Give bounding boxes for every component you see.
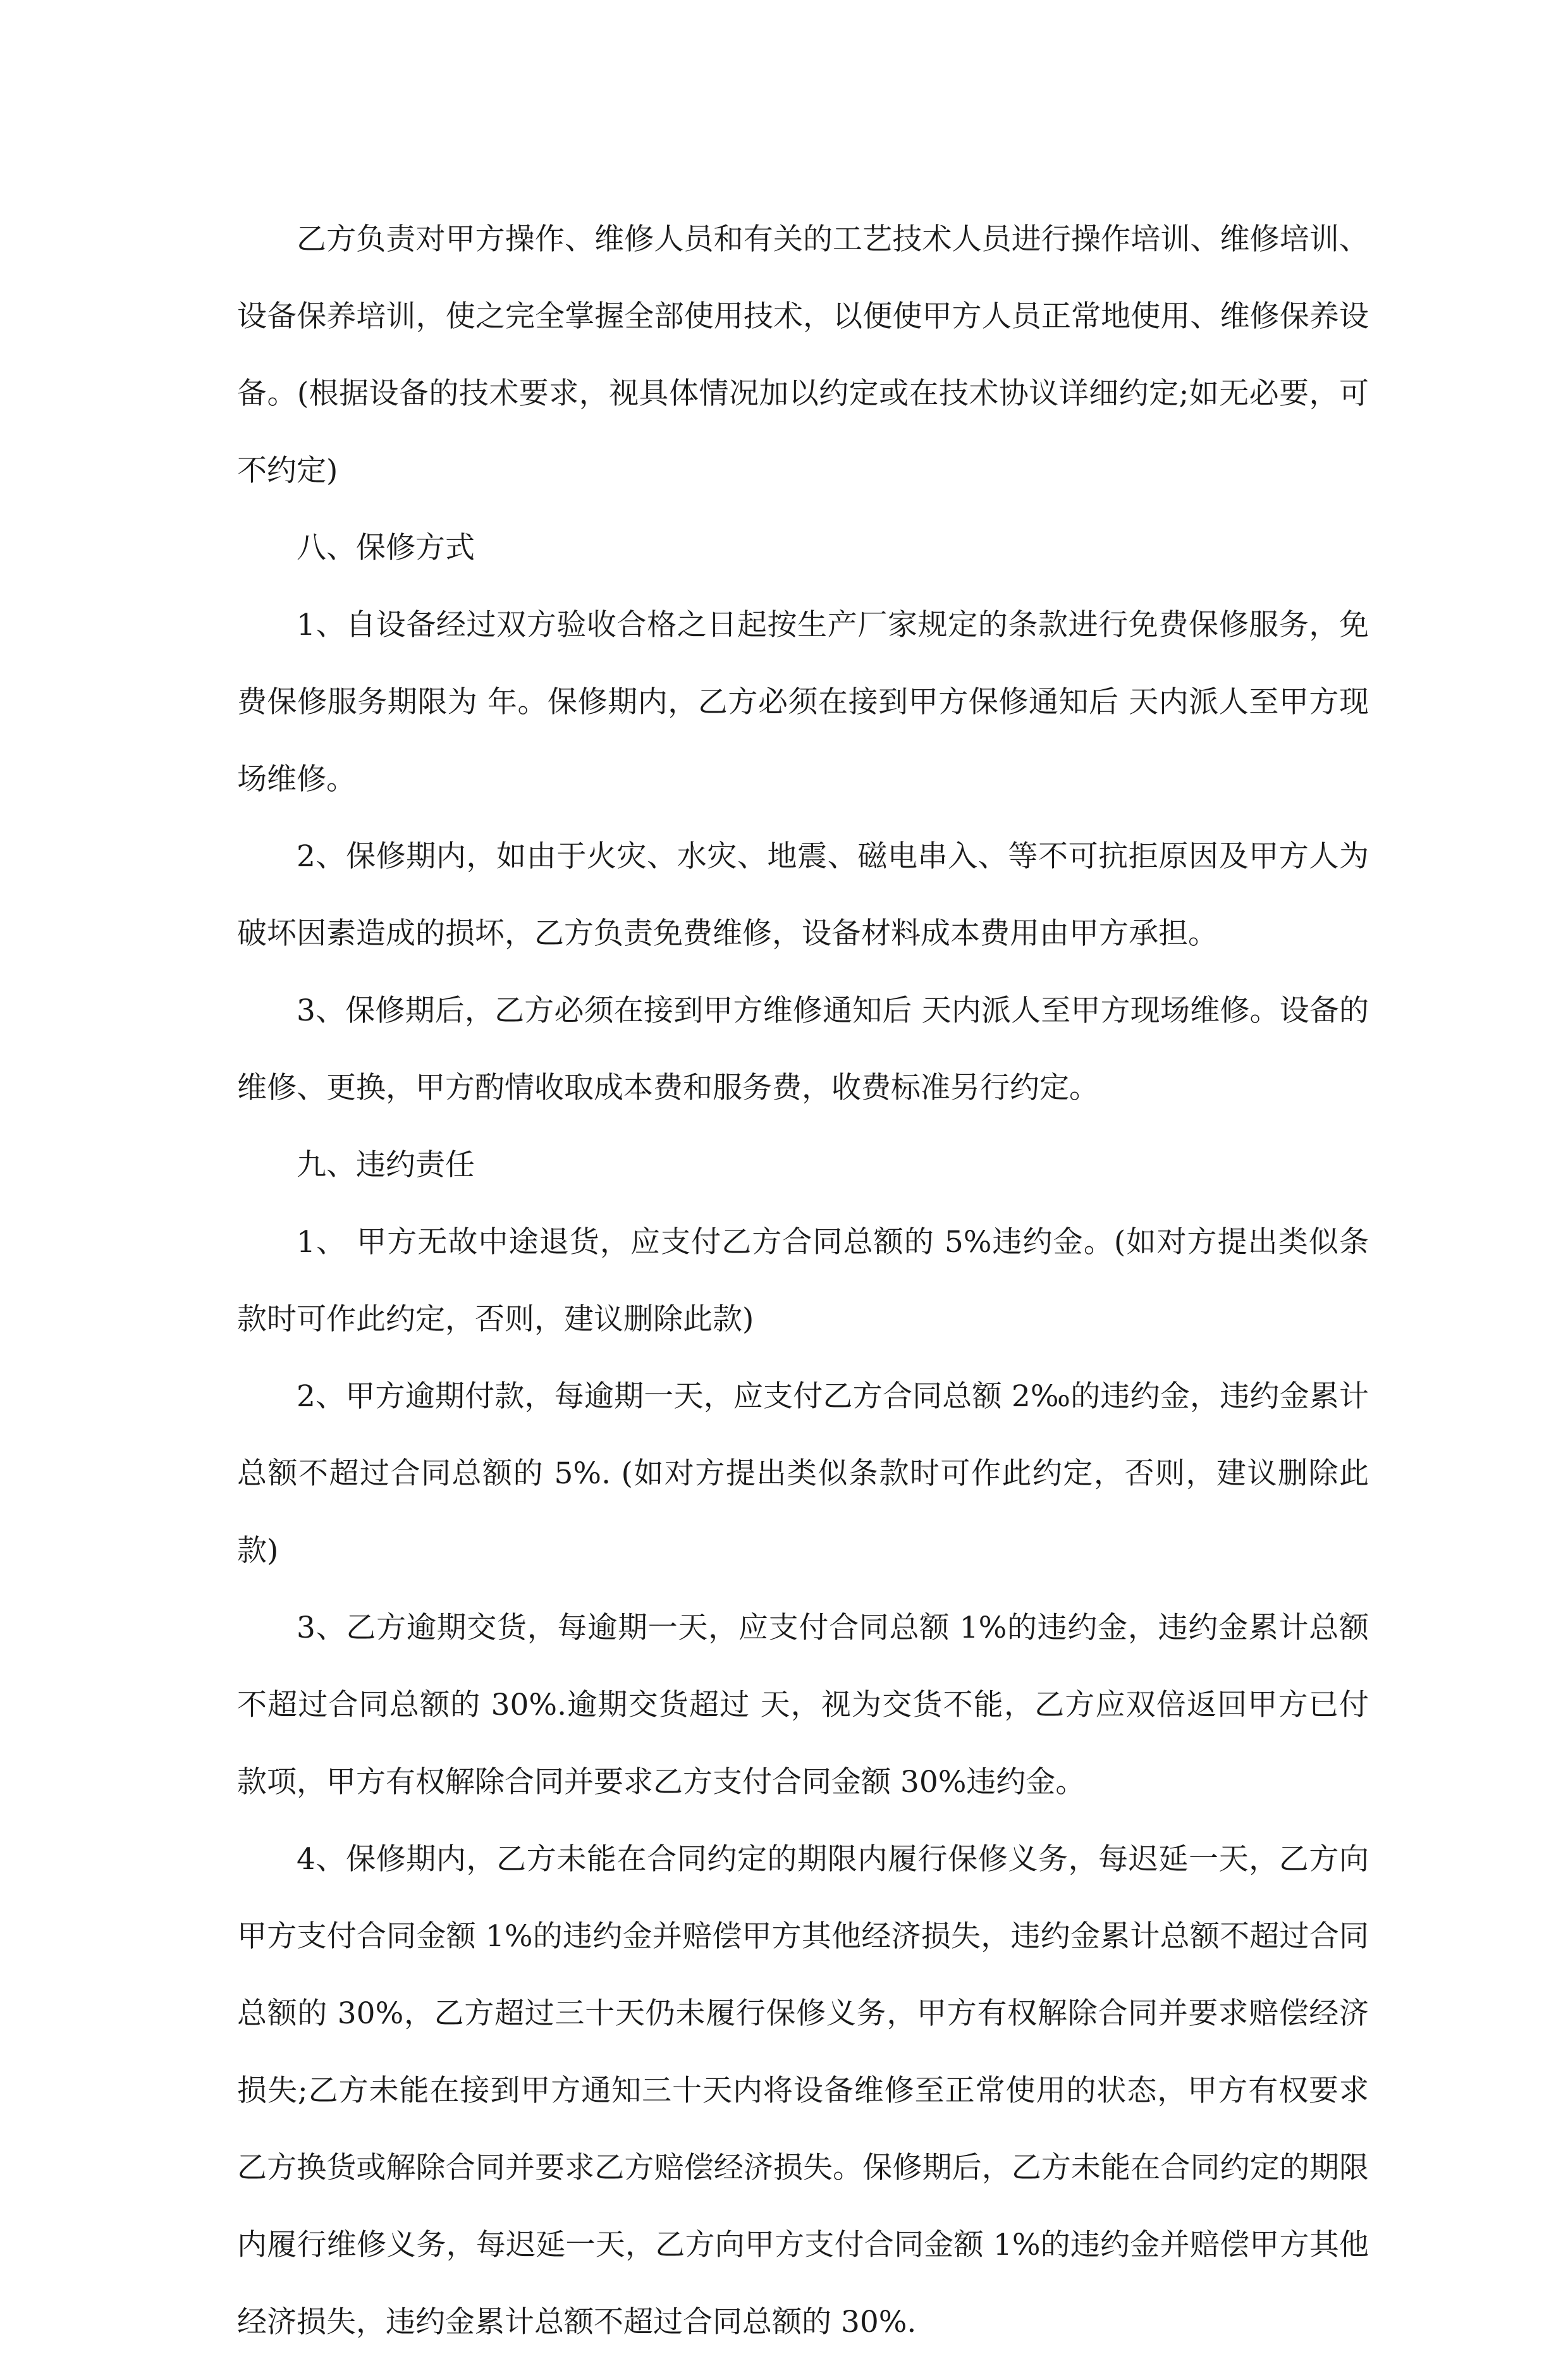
paragraph-liability-2: 2、甲方逾期付款，每逾期一天，应支付乙方合同总额 2‰的违约金，违约金累计总额不超过合同总额的 5%. (如对方提出类似条款时可作此约定，否则，建议删除此款) bbox=[237, 1379, 1369, 1568]
paragraph-warranty-3: 3、保修期后，乙方必须在接到甲方维修通知后 天内派人至甲方现场维修。设备的维修、更换，甲方酌情收取成本费和服务费，收费标准另行约定。 bbox=[237, 993, 1369, 1105]
document-body bbox=[237, 201, 1369, 2361]
paragraph-warranty-2: 2、保修期内，如由于火灾、水灾、地震、磁电串入、等不可抗拒原因及甲方人为破坏因素造成的损坏，乙方负责免费维修，设备材料成本费用由甲方承担。 bbox=[237, 839, 1369, 951]
section-heading-warranty: 八、保修方式 bbox=[297, 530, 475, 565]
paragraph-liability-4: 4、保修期内，乙方未能在合同约定的期限内履行保修义务，每迟延一天，乙方向甲方支付合同金额 1%的违约金并赔偿甲方其他经济损失，违约金累计总额不超过合同总额的 30%，乙方超过三十天仍未履行保修义务，甲方有权解除合同并要求赔偿经济损失;乙方未能在接到甲方通知三十天内将设备维修至正常使用的状态，甲方有权要求乙方换货或解除合同并要求乙方赔偿经济损失。保修期后，乙方未能在合同约定的期限内履行维修义务，每迟延一天，乙方向甲方支付合同金额 1%的违约金并赔偿甲方其他经济损失，违约金累计总额不超过合同总额的 30%. bbox=[237, 1842, 1369, 2340]
section-heading-liability: 九、违约责任 bbox=[297, 1148, 475, 1182]
paragraph-liability-1: 1、 甲方无故中途退货，应支付乙方合同总额的 5%违约金。(如对方提出类似条款时可作此约定，否则，建议删除此款) bbox=[237, 1225, 1369, 1337]
paragraph-warranty-1: 1、自设备经过双方验收合格之日起按生产厂家规定的条款进行免费保修服务，免费保修服务期限为 年。保修期内，乙方必须在接到甲方保修通知后 天内派人至甲方现场维修。 bbox=[237, 608, 1369, 797]
paragraph-training: 乙方负责对甲方操作、维修人员和有关的工艺技术人员进行操作培训、维修培训、设备保养培训，使之完全掌握全部使用技术，以便使甲方人员正常地使用、维修保养设备。(根据设备的技术要求，视具体情况加以约定或在技术协议详细约定;如无必要，可不约定) bbox=[237, 222, 1369, 488]
paragraph-liability-3: 3、乙方逾期交货，每逾期一天，应支付合同总额 1%的违约金，违约金累计总额不超过合同总额的 30%.逾期交货超过 天，视为交货不能，乙方应双倍返回甲方已付款项，甲方有权解除合同并要求乙方支付合同金额 30%违约金。 bbox=[237, 1610, 1369, 1800]
